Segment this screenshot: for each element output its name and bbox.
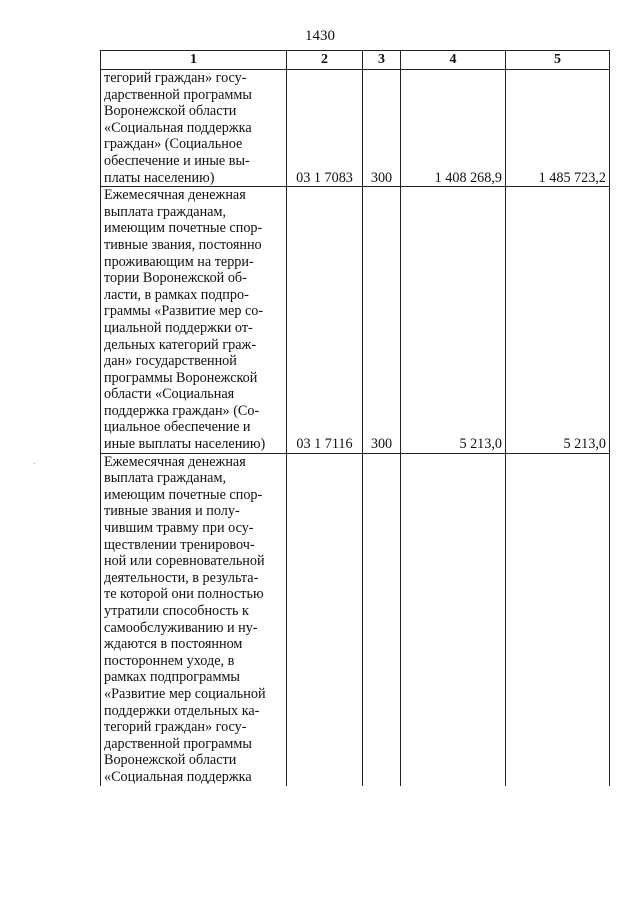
table-row (101, 70, 610, 187)
table-row (101, 187, 610, 454)
page-number: 1430 (305, 28, 335, 44)
row-expense-type: 300 (363, 70, 401, 187)
row-value-4: 5 213,0 (401, 187, 506, 454)
table-row (101, 453, 610, 785)
margin-mark (34, 463, 35, 464)
row-expense-type: 300 (363, 187, 401, 454)
column-header-4: 4 (401, 51, 506, 70)
row-description: Ежемесячная денежная выплата гражданам, имеющим почетные спор- тивные звания и полу- чившим травму при осу- ществлении тренировоч- ной или соревновательной деятельности, в результа- те которой они полностью утратили способность к самообслуживанию и ну- ждаются в постоянном постороннем уходе, в рамках подпрограммы «Развитие мер социальной поддержки отдельных ка- тегорий граждан» госу- дарственной программы Воронежской области «Социальная поддержка (101, 453, 287, 785)
row-value-4 (401, 453, 506, 785)
row-value-4: 1 408 268,9 (401, 70, 506, 187)
column-header-5: 5 (506, 51, 610, 70)
row-expense-type (363, 453, 401, 785)
row-value-5: 1 485 723,2 (506, 70, 610, 187)
budget-table (100, 50, 610, 786)
row-code (287, 453, 363, 785)
column-header-2: 2 (287, 51, 363, 70)
row-value-5: 5 213,0 (506, 187, 610, 454)
row-value-5 (506, 453, 610, 785)
row-code: 03 1 7083 (287, 70, 363, 187)
row-description: тегорий граждан» госу- дарственной программы Воронежской области «Социальная поддержка граждан» (Социальное обеспечение и иные вы- платы населению) (101, 70, 287, 187)
column-header-1: 1 (101, 51, 287, 70)
table-header-row (101, 51, 610, 70)
row-description: Ежемесячная денежная выплата гражданам, имеющим почетные спор- тивные звания, постоянно проживающим на терри- тории Воронежской об- ласти, в рамках подпро- граммы «Развитие мер со- циальной поддержки от- дельных категорий граж- дан» государственной программы Воронежской области «Социальная поддержка граждан» (Со- циальное обеспечение и иные выплаты населению) (101, 187, 287, 454)
row-code: 03 1 7116 (287, 187, 363, 454)
column-header-3: 3 (363, 51, 401, 70)
